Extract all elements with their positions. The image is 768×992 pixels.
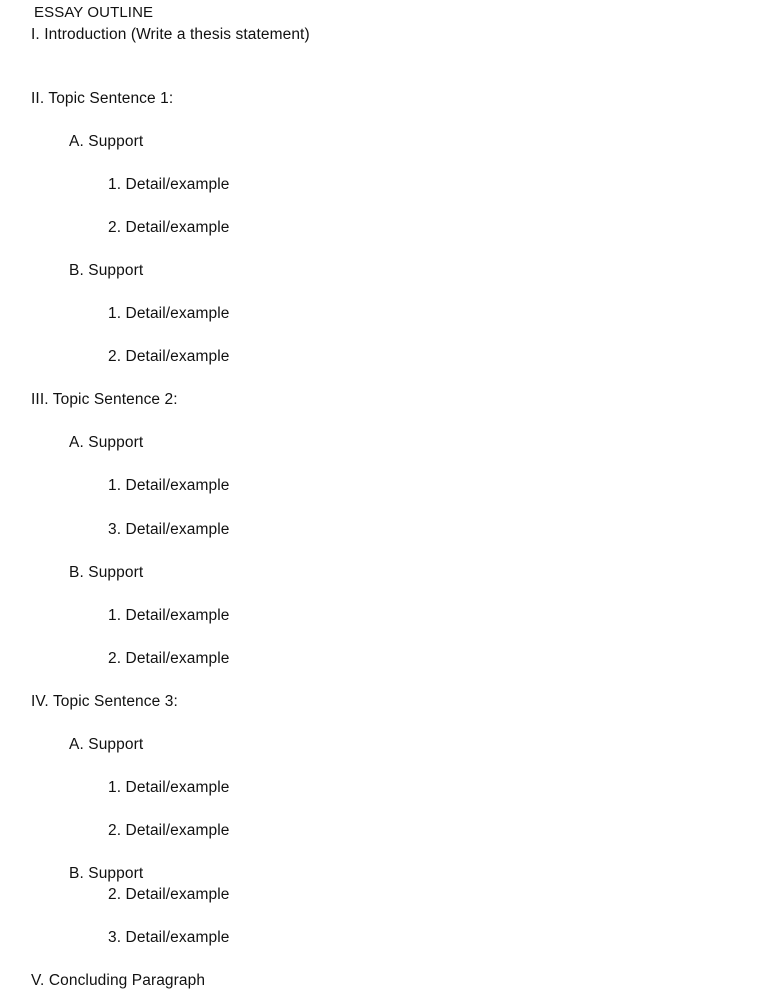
detail-item: 3. Detail/example xyxy=(108,521,230,538)
conclusion-heading: V. Concluding Paragraph xyxy=(31,972,206,989)
support-label: A. Support xyxy=(69,736,144,753)
detail-item: 2. Detail/example xyxy=(108,886,230,903)
support-label: B. Support xyxy=(69,262,144,279)
detail-item: 3. Detail/example xyxy=(108,929,230,946)
section-heading-iii: III. Topic Sentence 2: xyxy=(31,391,178,408)
detail-item: 2. Detail/example xyxy=(108,650,230,667)
detail-item: 1. Detail/example xyxy=(108,477,230,494)
detail-item: 1. Detail/example xyxy=(108,305,230,322)
support-label: B. Support xyxy=(69,564,144,581)
detail-item: 2. Detail/example xyxy=(108,822,230,839)
document-title: ESSAY OUTLINE xyxy=(34,4,154,21)
detail-item: 1. Detail/example xyxy=(108,779,230,796)
section-heading-ii: II. Topic Sentence 1: xyxy=(31,90,174,107)
detail-item: 2. Detail/example xyxy=(108,219,230,236)
introduction-heading: I. Introduction (Write a thesis statement) xyxy=(31,26,310,43)
section-heading-iv: IV. Topic Sentence 3: xyxy=(31,693,178,710)
detail-item: 1. Detail/example xyxy=(108,607,230,624)
detail-item: 2. Detail/example xyxy=(108,348,230,365)
support-label: A. Support xyxy=(69,434,144,451)
detail-item: 1. Detail/example xyxy=(108,176,230,193)
support-label: A. Support xyxy=(69,133,144,150)
support-label: B. Support xyxy=(69,865,144,882)
